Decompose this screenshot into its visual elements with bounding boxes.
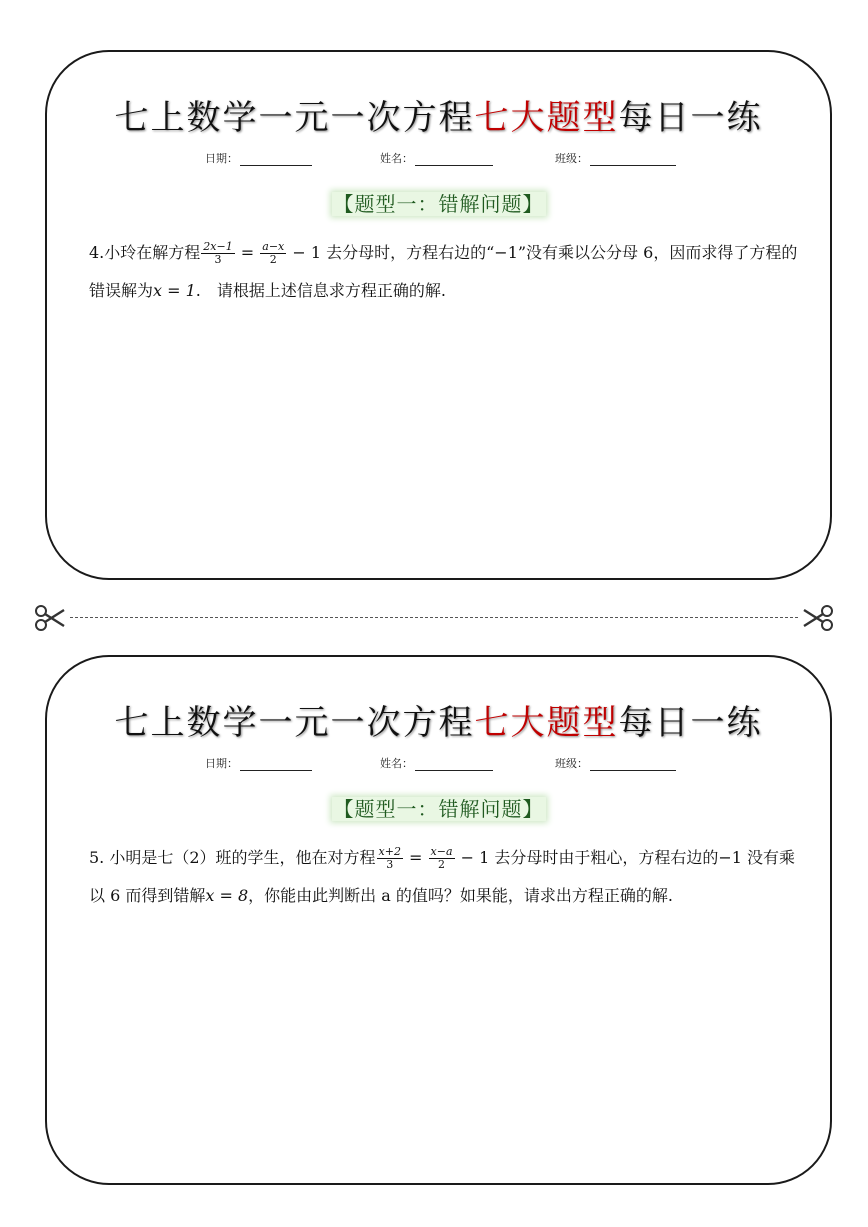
title-part-c: 每日一练 (618, 703, 763, 743)
student-info-row (47, 150, 830, 168)
fraction-left: $\frac{2x-1}{3}$ (203, 240, 233, 266)
problem-type-heading: 【题型一：错解问题】 (333, 192, 544, 216)
title-part-a: 七上数学一元一次方程 (114, 98, 475, 138)
worksheet-card-1 (45, 50, 832, 580)
fraction-left: $\frac{x+2}{3}$ (378, 845, 401, 871)
class-label: 班级： (555, 757, 588, 770)
fraction-right: $\frac{a-x}{2}$ (262, 240, 285, 266)
title-part-highlight: 七大题型 (474, 98, 619, 138)
date-blank[interactable] (240, 153, 312, 166)
name-blank[interactable] (415, 153, 493, 166)
class-blank[interactable] (590, 758, 676, 771)
scissors-icon (802, 602, 834, 634)
title-part-a: 七上数学一元一次方程 (114, 703, 475, 743)
name-label: 姓名： (380, 757, 413, 770)
wrong-solution: x = 1 (153, 281, 196, 300)
scissors-icon (34, 602, 66, 634)
name-label: 姓名： (380, 152, 413, 165)
class-label: 班级： (555, 152, 588, 165)
date-field[interactable] (205, 150, 312, 166)
sheet-title (47, 90, 830, 139)
date-label: 日期： (205, 757, 238, 770)
problem-text: 5. 小明是七（2）班的学生，他在对方程 $\frac{x+2}{3}$ = $\frac{x-a}{2}$ − 1 去分母时由于粗心，方程右边的−1 没有乘以 6 而得到错解x = 8，你能由此判断出 a 的值吗？如果能，请求出方程正确的解. (89, 845, 796, 905)
date-blank[interactable] (240, 758, 312, 771)
student-info-row (47, 755, 830, 773)
problem-text: 4.小玲在解方程 $\frac{2x-1}{3}$ = $\frac{a-x}{2}$ − 1 去分母时，方程右边的“−1”没有乘以公分母 6，因而求得了方程的错误解为x = 1. 请根据上述信息求方程正确的解. (89, 240, 798, 300)
class-blank[interactable] (590, 153, 676, 166)
title-part-c: 每日一练 (618, 98, 763, 138)
problem-type-heading: 【题型一：错解问题】 (333, 797, 544, 821)
date-label: 日期： (205, 152, 238, 165)
name-field[interactable] (380, 755, 493, 771)
cut-line (34, 598, 834, 638)
title-part-highlight: 七大题型 (474, 703, 619, 743)
date-field[interactable] (205, 755, 312, 771)
name-blank[interactable] (415, 758, 493, 771)
wrong-solution: x = 8 (205, 886, 249, 905)
name-field[interactable] (380, 150, 493, 166)
sheet-title (47, 695, 830, 744)
worksheet-card-2 (45, 655, 832, 1185)
fraction-right: $\frac{x-a}{2}$ (430, 845, 453, 871)
dashed-divider (70, 617, 798, 618)
class-field[interactable] (555, 150, 676, 166)
class-field[interactable] (555, 755, 676, 771)
